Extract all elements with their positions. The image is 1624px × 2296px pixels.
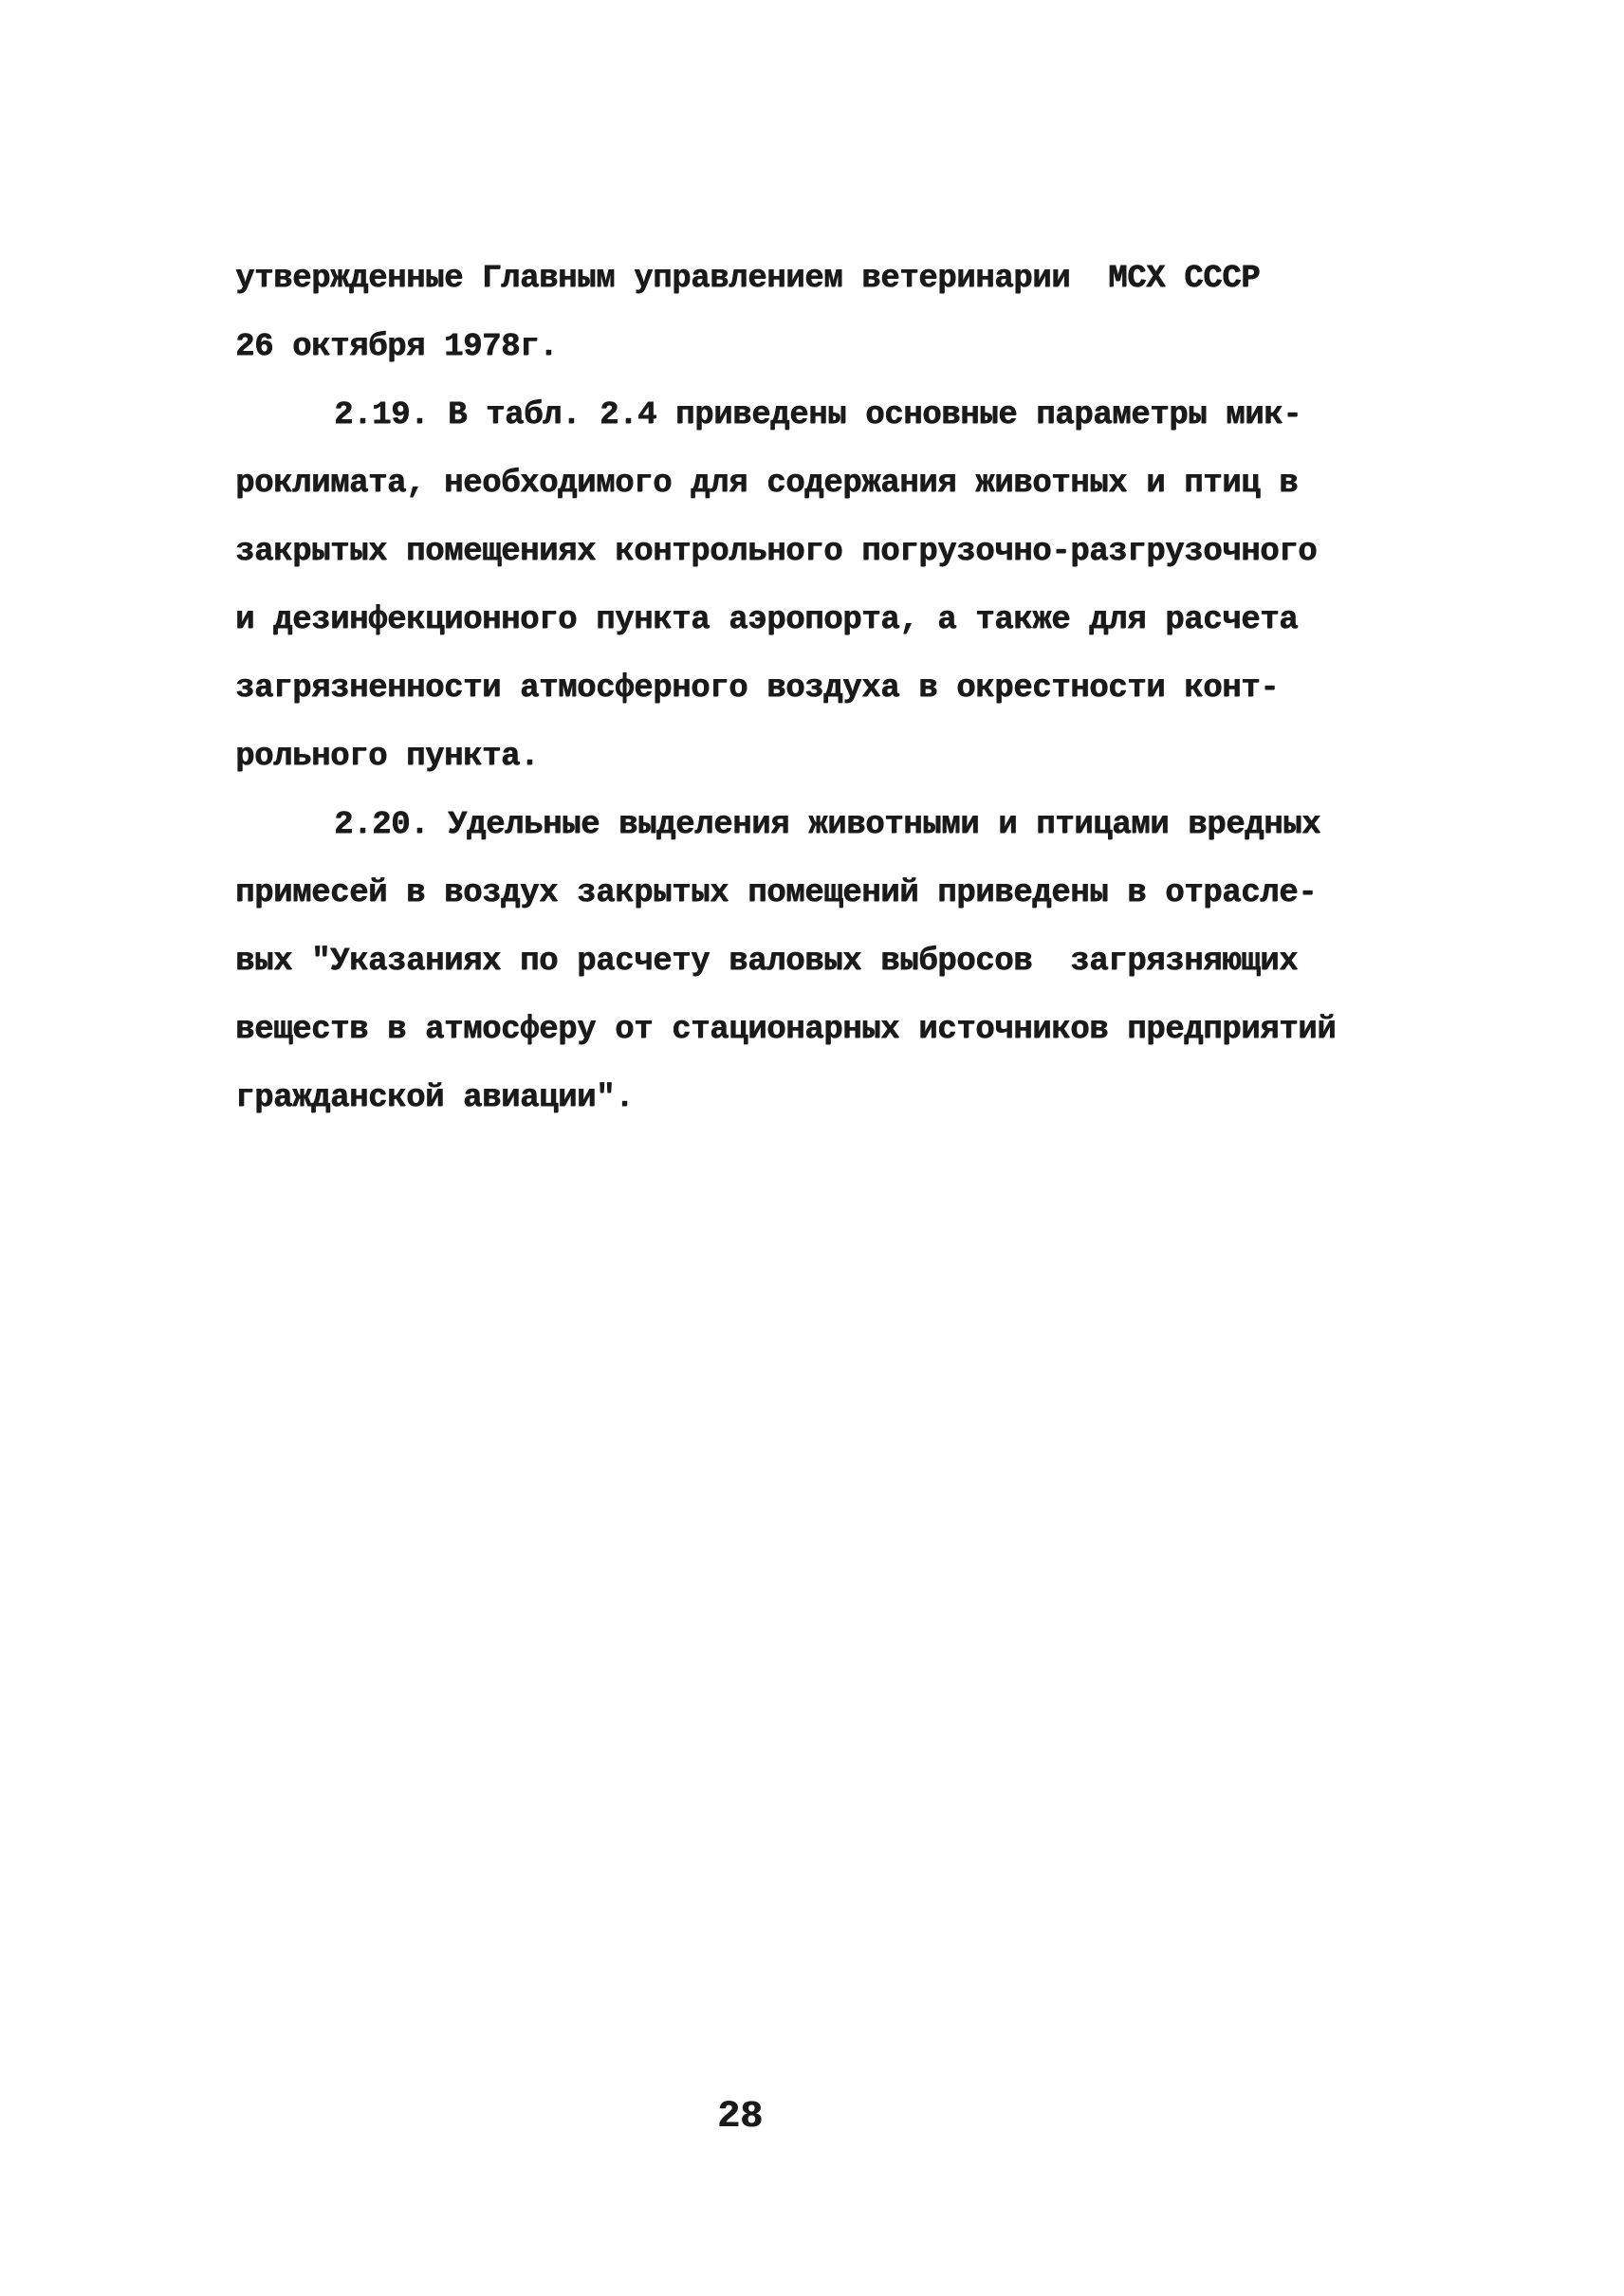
text-line: загрязненности атмосферного воздуха в окрестности конт- — [235, 670, 1280, 707]
text-line: примесей в воздух закрытых помещений приведены в отрасле- — [235, 875, 1318, 911]
text-line: вых "Указаниях по расчету валовых выбросов загрязняющих — [235, 944, 1299, 980]
text-line: утвержденные Главным управлением ветеринарии МСХ СССР — [235, 261, 1261, 297]
body-text — [235, 245, 1412, 1132]
paragraph-2-20-first-line: 2.20. Удельные выделения животными и птицами вредных — [334, 807, 1321, 843]
text-line: роклимата, необходимого для содержания животных и птиц в — [235, 466, 1299, 502]
text-line: закрытых помещениях контрольного погрузочно-разгрузочного — [235, 534, 1318, 570]
text-line: и дезинфекционного пункта аэропорта, а также для расчета — [235, 602, 1299, 638]
text-line: гражданской авиации". — [235, 1080, 635, 1116]
text-line: 26 октября 1978г. — [235, 329, 559, 365]
text-line: веществ в атмосферу от стационарных источников предприятий — [235, 1012, 1337, 1048]
text-line: рольного пункта. — [235, 739, 540, 775]
paragraph-2-19-first-line: 2.19. В табл. 2.4 приведены основные параметры мик- — [334, 397, 1302, 433]
page-number: 28 — [716, 2096, 763, 2139]
